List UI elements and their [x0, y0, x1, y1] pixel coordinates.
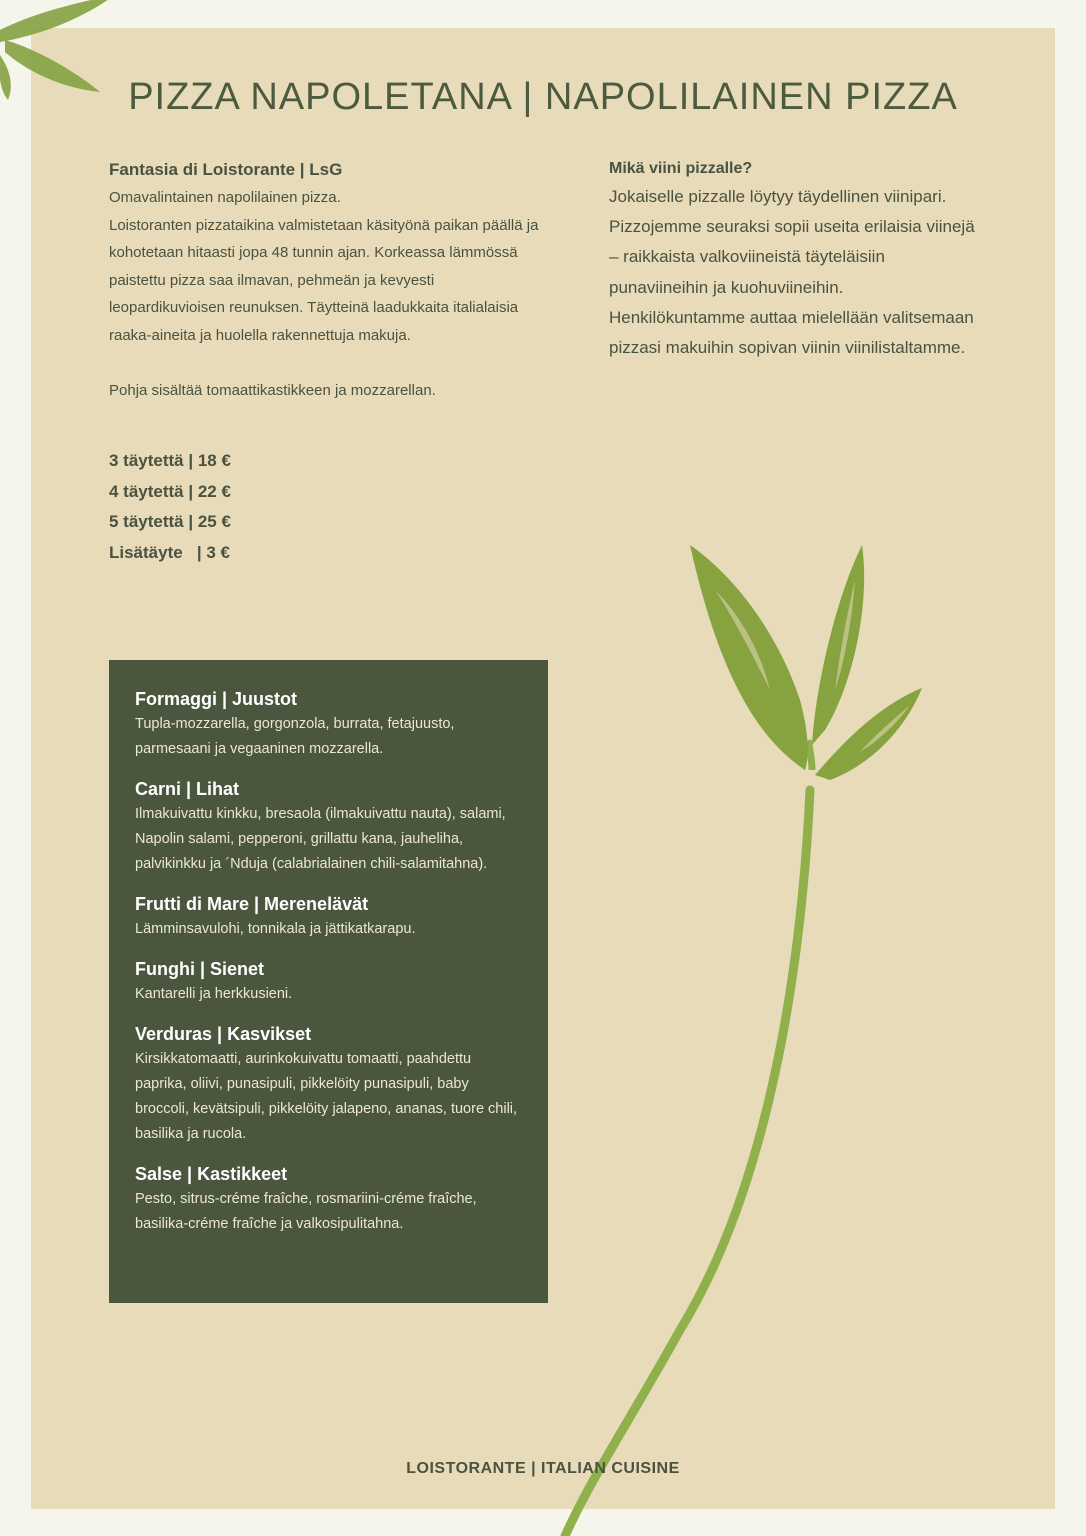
topping-category-desc: Kantarelli ja herkkusieni.: [135, 986, 293, 1002]
intro-section: [109, 160, 554, 568]
intro-heading: Fantasia di Loistorante | LsG: [109, 160, 343, 179]
footer-brand: LOISTORANTE | ITALIAN CUISINE: [406, 1460, 680, 1477]
topping-category-title: Funghi | Sienet: [135, 959, 265, 979]
wine-body: Jokaiselle pizzalle löytyy täydellinen viinipari. Pizzojemme seuraksi sopii useita erilaisia viinejä – raikkaista valkoviineistä täyteläisiin punaviineihin ja kuohuviineihin. Henkilökuntamme auttaa mielellään valitsemaan pizzasi makuihin sopivan viinin viinilistaltamme.: [609, 187, 975, 358]
toppings-box: [109, 660, 548, 1303]
topping-category: [135, 776, 522, 877]
topping-category-desc: Kirsikkatomaatti, aurinkokuivattu tomaatti, paahdettu paprika, oliivi, punasipuli, pikkelöity punasipuli, baby broccoli, kevätsipuli, pikkelöity jalapeno, ananas, tuore chili, basilika ja rucola.: [135, 1051, 518, 1142]
page-title: PIZZA NAPOLETANA | NAPOLILAINEN PIZZA: [128, 76, 958, 118]
price-list: [109, 446, 554, 568]
topping-category-desc: Tupla-mozzarella, gorgonzola, burrata, fetajuusto, parmesaani ja vegaaninen mozzarella.: [135, 716, 455, 757]
price-row: 5 täytettä | 25 €: [109, 512, 231, 531]
topping-category: [135, 686, 522, 762]
topping-category-title: Carni | Lihat: [135, 779, 240, 799]
topping-category-desc: Ilmakuivattu kinkku, bresaola (ilmakuivattu nauta), salami, Napolin salami, pepperoni, grillattu kana, jauheliha, palvikinkku ja ´Nduja (calabrialainen chili-salamitahna).: [135, 806, 506, 872]
topping-category: [135, 1021, 522, 1147]
intro-subtitle: Omavalintainen napolilainen pizza.: [109, 189, 341, 206]
topping-category-title: Frutti di Mare | Merenelävät: [135, 894, 369, 914]
base-note: Pohja sisältää tomaattikastikkeen ja mozzarellan.: [109, 382, 436, 399]
topping-category-title: Verduras | Kasvikset: [135, 1024, 312, 1044]
topping-category: [135, 1161, 522, 1237]
intro-body: Loistoranten pizzataikina valmistetaan käsityönä paikan päällä ja kohotetaan hitaasti jopa 48 tunnin ajan. Korkeassa lämmössä paistettu pizza saa ilmavan, pehmeän ja kevyesti leopardikuvioisen reunuksen. Täytteinä laadukkaita italialaisia raaka-aineita ja huolella rakennettuja makuja.: [109, 216, 539, 344]
topping-category-desc: Lämminsavulohi, tonnikala ja jättikatkarapu.: [135, 921, 416, 937]
wine-heading: Mikä viini pizzalle?: [609, 160, 753, 177]
topping-category-title: Formaggi | Juustot: [135, 689, 298, 709]
price-row: 4 täytettä | 22 €: [109, 481, 231, 501]
price-row: Lisätäyte | 3 €: [109, 542, 230, 562]
topping-category-title: Salse | Kastikkeet: [135, 1164, 288, 1184]
topping-category: [135, 956, 522, 1007]
price-row: 3 täytettä | 18 €: [109, 451, 231, 470]
topping-category-desc: Pesto, sitrus-créme fraîche, rosmariini-créme fraîche, basilika-créme fraîche ja valkosipulitahna.: [135, 1191, 477, 1232]
topping-category: [135, 891, 522, 942]
wine-section: [609, 160, 979, 363]
